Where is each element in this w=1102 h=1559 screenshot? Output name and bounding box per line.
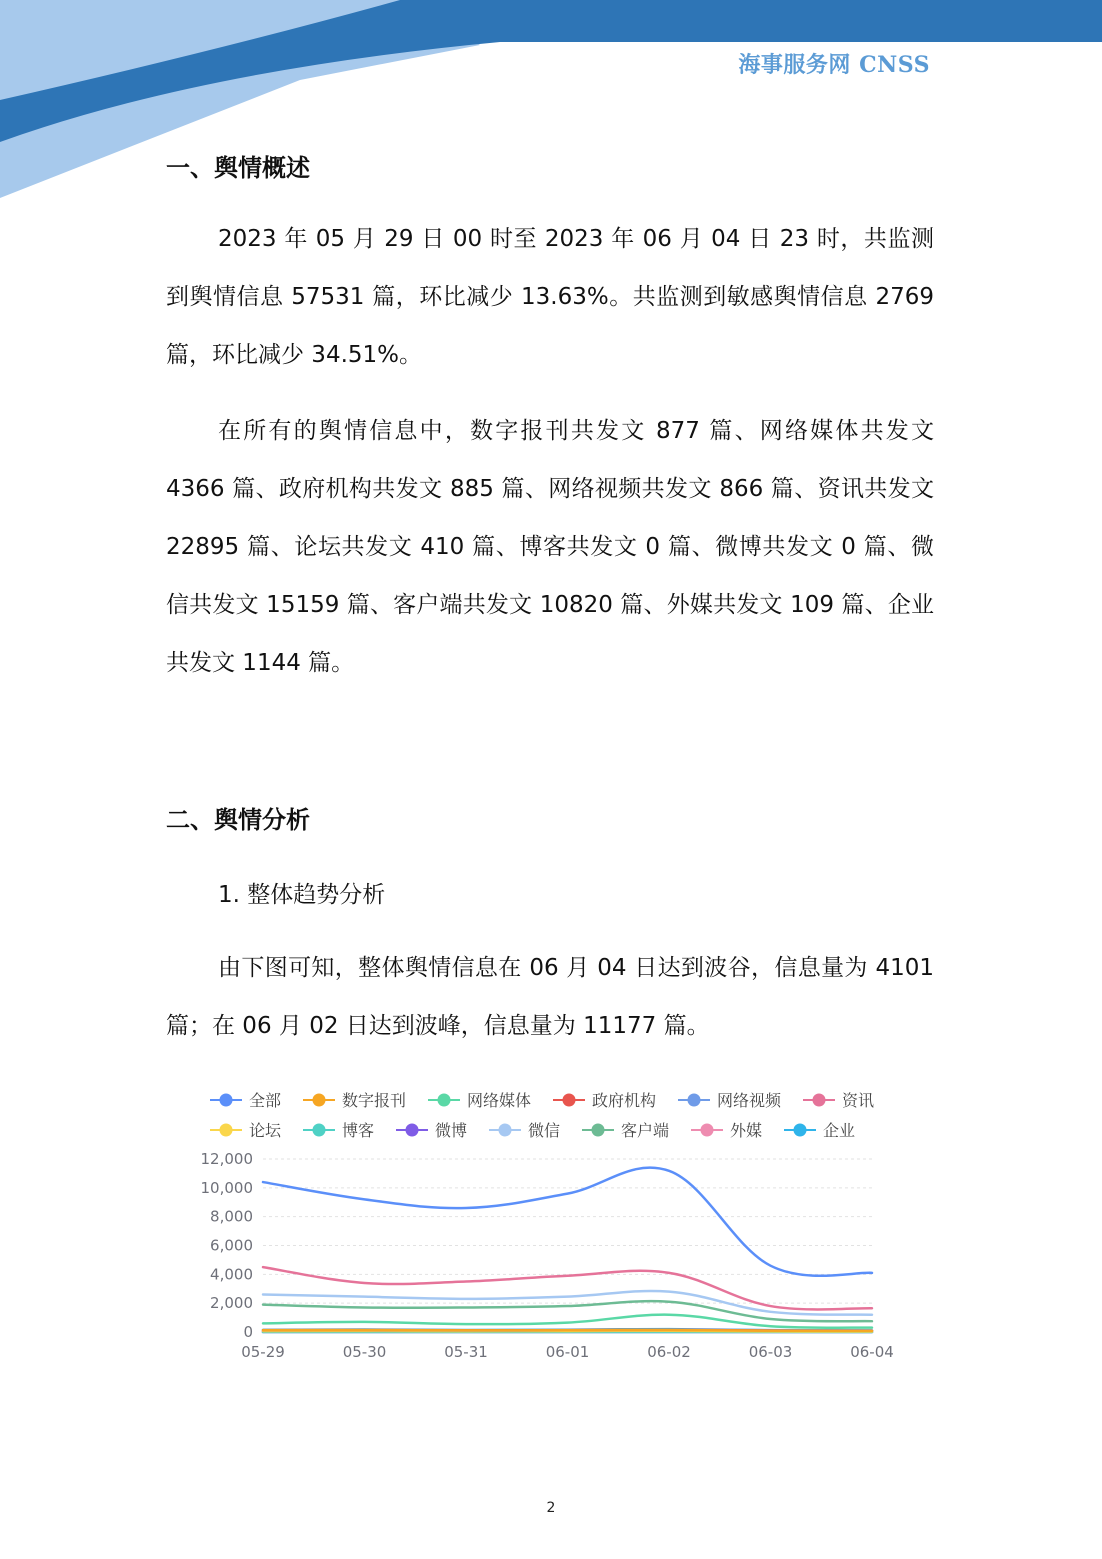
x-tick-label: 06-03	[748, 1343, 793, 1361]
chart-y-axis	[201, 1150, 254, 1341]
legend-item	[303, 1121, 374, 1140]
chart-x-axis	[241, 1343, 894, 1361]
legend-item	[210, 1091, 281, 1110]
y-tick-label: 8,000	[210, 1207, 253, 1226]
legend-item	[553, 1091, 656, 1110]
legend-marker	[701, 1124, 714, 1137]
x-tick-label: 05-31	[444, 1343, 488, 1361]
y-tick-label: 10,000	[200, 1178, 253, 1197]
section-2-paragraph: 由下图可知，整体舆情信息在 06 月 04 日达到波谷，信息量为 4101 篇；在 06 月 02 日达到波峰，信息量为 11177 篇。	[166, 955, 934, 1039]
legend-marker	[794, 1124, 807, 1137]
section-2-title: 二、舆情分析	[166, 806, 310, 834]
legend-marker	[438, 1094, 451, 1107]
x-tick-label: 05-30	[342, 1343, 387, 1361]
y-tick-label: 12,000	[200, 1150, 253, 1168]
legend-label: 数字报刊	[342, 1091, 407, 1110]
section-1-title: 一、舆情概述	[166, 154, 310, 182]
chart-legend	[210, 1091, 874, 1140]
series-line-网络媒体	[263, 1315, 872, 1328]
legend-item	[784, 1121, 855, 1140]
legend-item	[303, 1091, 406, 1110]
legend-marker	[220, 1094, 233, 1107]
legend-item	[489, 1121, 560, 1140]
legend-label: 微信	[528, 1121, 561, 1140]
legend-marker	[313, 1124, 326, 1137]
legend-marker	[406, 1124, 419, 1137]
legend-marker	[813, 1094, 826, 1107]
legend-label: 论坛	[249, 1121, 282, 1140]
legend-marker	[592, 1124, 605, 1137]
trend-line-chart	[200, 1082, 920, 1372]
legend-item	[678, 1091, 782, 1110]
legend-label: 外媒	[730, 1121, 763, 1140]
chart-series	[263, 1168, 872, 1332]
x-tick-label: 06-04	[850, 1343, 894, 1361]
legend-label: 政府机构	[592, 1091, 657, 1110]
legend-label: 博客	[342, 1121, 375, 1140]
legend-label: 网络视频	[717, 1091, 782, 1110]
x-tick-label: 06-01	[545, 1343, 590, 1361]
series-line-数字报刊	[263, 1330, 872, 1331]
y-tick-label: 0	[243, 1323, 253, 1341]
legend-label: 网络媒体	[467, 1091, 532, 1110]
legend-label: 全部	[249, 1091, 282, 1110]
legend-label: 资讯	[842, 1091, 875, 1110]
legend-marker	[499, 1124, 512, 1137]
legend-item	[396, 1121, 467, 1140]
legend-item	[210, 1121, 282, 1140]
x-tick-label: 05-29	[241, 1343, 285, 1361]
brand-logo-text: 海事服务网 CNSS	[738, 52, 930, 78]
y-tick-label: 4,000	[210, 1265, 253, 1284]
y-tick-label: 6,000	[210, 1236, 253, 1255]
page-number: 2	[546, 1500, 556, 1516]
legend-item	[803, 1091, 874, 1110]
series-line-全部	[263, 1168, 872, 1276]
legend-label: 企业	[823, 1121, 856, 1140]
legend-item	[428, 1091, 531, 1110]
section-2-subtitle: 1. 整体趋势分析	[218, 882, 386, 908]
legend-marker	[220, 1124, 233, 1137]
y-tick-label: 2,000	[210, 1294, 253, 1313]
legend-item	[582, 1121, 669, 1140]
legend-marker	[313, 1094, 326, 1107]
legend-label: 微博	[435, 1121, 468, 1140]
legend-item	[691, 1121, 762, 1140]
series-line-客户端	[263, 1301, 872, 1321]
legend-label: 客户端	[621, 1121, 670, 1140]
legend-marker	[688, 1094, 701, 1107]
section-1-paragraph-1: 2023 年 05 月 29 日 00 时至 2023 年 06 月 04 日 23 时，共监测到舆情信息 57531 篇，环比减少 13.63%。共监测到敏感舆情信息 2769 篇，环比减少 34.51%。	[166, 226, 934, 368]
legend-marker	[563, 1094, 576, 1107]
section-1-paragraph-2: 在所有的舆情信息中，数字报刊共发文 877 篇、网络媒体共发文 4366 篇、政府机构共发文 885 篇、网络视频共发文 866 篇、资讯共发文 22895 篇、论坛共发文 410 篇、博客共发文 0 篇、微博共发文 0 篇、微信共发文 15159 篇、客户端共发文 10820 篇、外媒共发文 109 篇、企业共发文 1144 篇。	[166, 418, 934, 676]
x-tick-label: 06-02	[647, 1343, 691, 1361]
